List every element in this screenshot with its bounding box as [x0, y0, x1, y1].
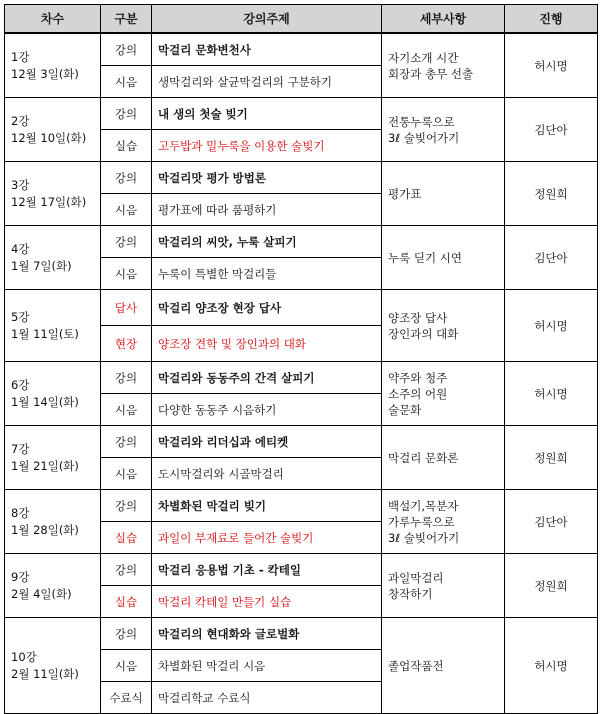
session-number: 3강 [11, 177, 30, 192]
topic-cell: 다양한 동동주 시음하기 [152, 394, 382, 426]
session-cell [5, 362, 101, 426]
topic-cell: 생막걸리와 살균막걸리의 구분하기 [152, 66, 382, 98]
session-cell [5, 162, 101, 226]
session-date: 12월 10일(화) [11, 130, 87, 145]
type-cell: 강의 [101, 490, 152, 522]
header-lead: 진행 [505, 5, 598, 34]
topic-cell: 차별화된 막걸리 빚기 [152, 490, 382, 522]
topic-cell: 막걸리 문화변천사 [152, 33, 382, 66]
topic-cell: 평가표에 따라 품평하기 [152, 194, 382, 226]
topic-cell: 고두밥과 밀누룩을 이용한 술빚기 [152, 130, 382, 162]
header-detail: 세부사항 [382, 5, 505, 34]
detail-line: 막걸리 문화론 [388, 450, 459, 465]
topic-cell: 막걸리 응용법 기초 - 칵테일 [152, 554, 382, 586]
detail-cell [382, 162, 505, 226]
session-cell [5, 554, 101, 618]
table-row [5, 490, 598, 522]
session-number: 6강 [11, 377, 30, 392]
type-cell: 시음 [101, 650, 152, 682]
table-row [5, 362, 598, 394]
lead-cell: 정원희 [505, 162, 598, 226]
session-date: 12월 3일(화) [11, 66, 79, 81]
session-date: 1월 11일(토) [11, 326, 79, 341]
detail-line: 자기소개 시간 [388, 50, 459, 65]
session-number: 8강 [11, 505, 30, 520]
detail-line: 가루누룩으로 [388, 514, 455, 529]
topic-cell: 과일이 부재료로 들어간 술빚기 [152, 522, 382, 554]
session-number: 4강 [11, 241, 30, 256]
header-topic: 강의주제 [152, 5, 382, 34]
session-cell [5, 290, 101, 362]
detail-cell [382, 362, 505, 426]
topic-cell: 누룩이 특별한 막걸리들 [152, 258, 382, 290]
detail-cell [382, 226, 505, 290]
session-date: 1월 7일(화) [11, 258, 72, 273]
topic-cell: 막걸리의 현대화와 글로벌화 [152, 618, 382, 650]
table-row [5, 226, 598, 258]
type-cell: 답사 [101, 290, 152, 326]
type-cell: 강의 [101, 426, 152, 458]
session-date: 12월 17일(화) [11, 194, 87, 209]
type-cell: 강의 [101, 33, 152, 66]
detail-line: 창작하기 [388, 586, 433, 601]
detail-line: 과일막걸리 [388, 570, 444, 585]
session-cell [5, 618, 101, 714]
session-cell [5, 226, 101, 290]
topic-cell: 막걸리맛 평가 방법론 [152, 162, 382, 194]
topic-cell: 막걸리와 동동주의 간격 살피기 [152, 362, 382, 394]
detail-line: 평가표 [388, 186, 422, 201]
type-cell: 수료식 [101, 682, 152, 714]
table-row [5, 162, 598, 194]
type-cell: 시음 [101, 458, 152, 490]
detail-line: 전통누룩으로 [388, 114, 455, 129]
table-row [5, 33, 598, 66]
topic-cell: 막걸리 양조장 현장 답사 [152, 290, 382, 326]
table-row [5, 290, 598, 326]
session-number: 7강 [11, 441, 30, 456]
type-cell: 강의 [101, 362, 152, 394]
table-row [5, 618, 598, 650]
detail-cell [382, 426, 505, 490]
type-cell: 실습 [101, 522, 152, 554]
detail-line: 백설기,목분자 [388, 498, 459, 513]
type-cell: 시음 [101, 258, 152, 290]
lead-cell: 정원희 [505, 426, 598, 490]
lead-cell: 정원희 [505, 554, 598, 618]
lead-cell: 허시명 [505, 362, 598, 426]
session-cell [5, 98, 101, 162]
detail-cell [382, 290, 505, 362]
detail-line: 장인과의 대화 [388, 326, 459, 341]
detail-cell [382, 33, 505, 98]
session-number: 10강 [11, 649, 37, 664]
topic-cell: 도시막걸리와 시골막걸리 [152, 458, 382, 490]
topic-cell: 막걸리학교 수료식 [152, 682, 382, 714]
session-cell [5, 490, 101, 554]
lead-cell: 김단아 [505, 490, 598, 554]
header-session: 차수 [5, 5, 101, 34]
session-date: 1월 21일(화) [11, 458, 79, 473]
session-date: 1월 14일(화) [11, 394, 79, 409]
session-date: 2월 11일(화) [11, 666, 79, 681]
topic-cell: 막걸리 칵테일 만들기 실습 [152, 586, 382, 618]
detail-line: 3ℓ 술빚어가기 [388, 130, 460, 145]
type-cell: 현장 [101, 326, 152, 362]
table-row [5, 426, 598, 458]
table-row [5, 554, 598, 586]
detail-cell [382, 554, 505, 618]
session-number: 5강 [11, 309, 30, 324]
type-cell: 시음 [101, 194, 152, 226]
topic-cell: 차별화된 막걸리 시음 [152, 650, 382, 682]
type-cell: 시음 [101, 66, 152, 98]
table-row [5, 98, 598, 130]
topic-cell: 양조장 견학 및 장인과의 대화 [152, 326, 382, 362]
type-cell: 강의 [101, 162, 152, 194]
topic-cell: 막걸리의 씨앗, 누룩 살피기 [152, 226, 382, 258]
detail-cell [382, 618, 505, 714]
type-cell: 강의 [101, 618, 152, 650]
type-cell: 강의 [101, 554, 152, 586]
detail-line: 약주와 청주 [388, 370, 448, 385]
detail-line: 양조장 답사 [388, 310, 448, 325]
header-row [5, 5, 598, 34]
detail-line: 3ℓ 술빚어가기 [388, 530, 460, 545]
header-type: 구분 [101, 5, 152, 34]
session-number: 9강 [11, 569, 30, 584]
detail-line: 누룩 딛기 시연 [388, 250, 462, 265]
session-cell [5, 33, 101, 98]
lead-cell: 허시명 [505, 33, 598, 98]
session-number: 2강 [11, 113, 30, 128]
detail-cell [382, 98, 505, 162]
lead-cell: 김단아 [505, 98, 598, 162]
type-cell: 실습 [101, 586, 152, 618]
session-cell [5, 426, 101, 490]
detail-line: 소주의 어원 [388, 386, 448, 401]
type-cell: 시음 [101, 394, 152, 426]
session-number: 1강 [11, 49, 30, 64]
lead-cell: 허시명 [505, 290, 598, 362]
type-cell: 강의 [101, 98, 152, 130]
schedule-body [5, 33, 598, 714]
schedule-table [4, 4, 598, 714]
detail-line: 회장과 총무 선출 [388, 66, 474, 81]
detail-line: 졸업작품전 [388, 658, 444, 673]
topic-cell: 내 생의 첫술 빚기 [152, 98, 382, 130]
type-cell: 실습 [101, 130, 152, 162]
session-date: 2월 4일(화) [11, 586, 72, 601]
detail-line: 술문화 [388, 402, 422, 417]
type-cell: 강의 [101, 226, 152, 258]
lead-cell: 김단아 [505, 226, 598, 290]
lead-cell: 허시명 [505, 618, 598, 714]
session-date: 1월 28일(화) [11, 522, 79, 537]
topic-cell: 막걸리와 리더십과 에티켓 [152, 426, 382, 458]
detail-cell [382, 490, 505, 554]
